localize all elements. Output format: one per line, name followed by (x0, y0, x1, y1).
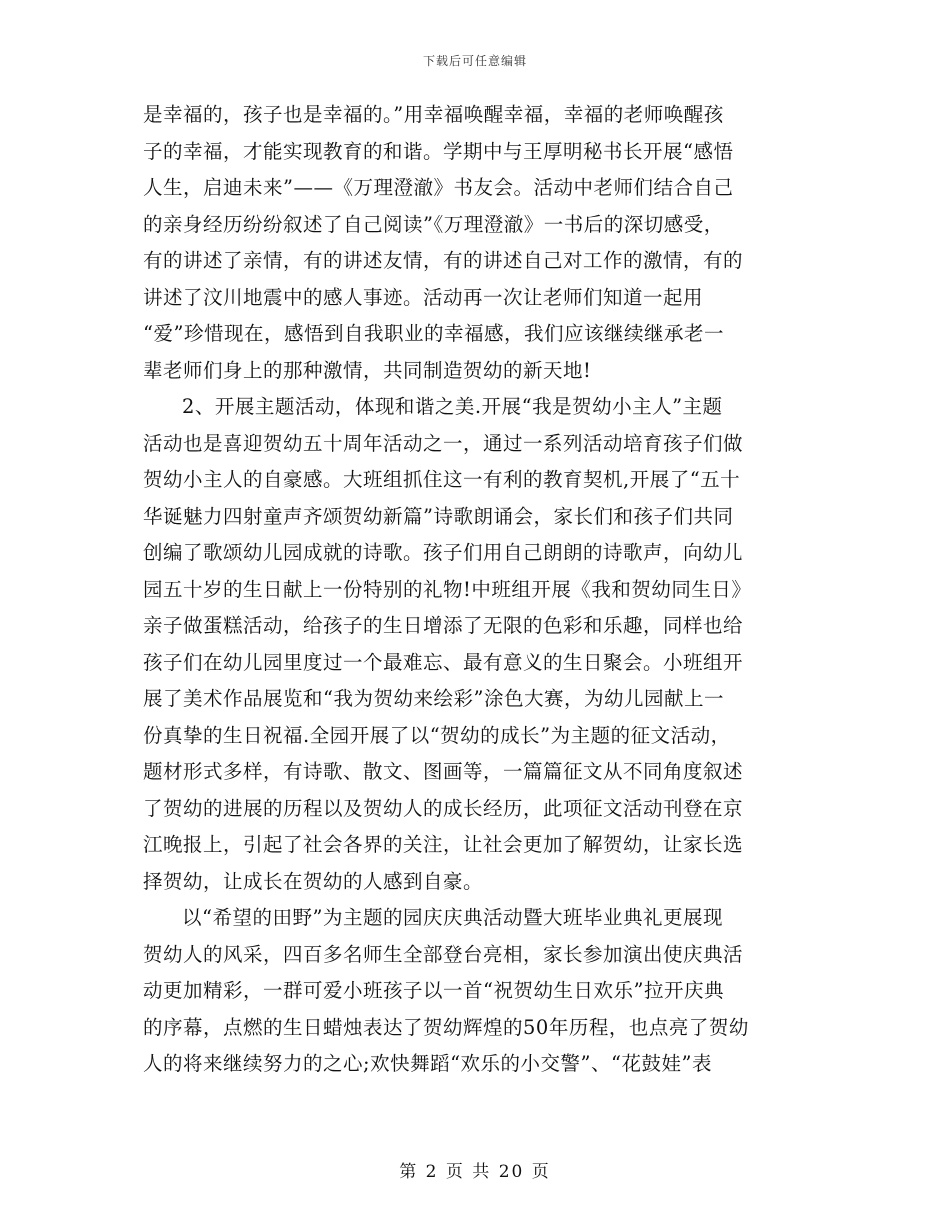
text-line: 贺幼人的风采，四百多名师生全部登台亮相，家长参加演出使庆典活 (143, 942, 744, 966)
text-line: 是幸福的，孩子也是幸福的。”用幸福唤醒幸福，幸福的老师唤醒孩 (143, 103, 724, 126)
text-line: 孩子们在幼儿园里度过一个最难忘、最有意义的生日聚会。小班组开 (143, 650, 744, 674)
text-line: 贺幼小主人的自豪感。大班组抓住这一有利的教育契机,开展了“五十 (143, 468, 741, 491)
text-line: 有的讲述了亲情，有的讲述友情，有的讲述自己对工作的激情，有的 (143, 249, 744, 272)
document-body (143, 97, 807, 1083)
text-line: 华诞魅力四射童声齐颂贺幼新篇”诗歌朗诵会，家长们和孩子们共同 (143, 504, 734, 528)
page-number: 第 2 页 共 20 页 (399, 1162, 551, 1182)
text-line: 份真挚的生日祝福.全园开展了以“贺幼的成长”为主题的征文活动， (143, 723, 731, 747)
text-line: 了贺幼的进展的历程以及贺幼人的成长经历，此项征文活动刊登在京 (143, 796, 744, 820)
text-line: 活动也是喜迎贺幼五十周年活动之一，通过一系列活动培育孩子们做 (143, 431, 744, 455)
text-line: 以“希望的田野”为主题的园庆庆典活动暨大班毕业典礼更展现 (182, 906, 723, 929)
page-header-note: 下载后可任意编辑 (422, 54, 527, 68)
text-line: 的亲身经历纷纷叙述了自己阅读”《万理澄澈》一书后的深切感受， (143, 212, 724, 236)
text-line: 辈老师们身上的那种激情，共同制造贺幼的新天地! (143, 358, 592, 382)
text-line: 创编了歌颂幼儿园成就的诗歌。孩子们用自己朗朗的诗歌声，向幼儿 (143, 541, 744, 564)
text-line: 园五十岁的生日献上一份特别的礼物!中班组开展《我和贺幼同生日》 (143, 577, 752, 601)
text-line: 展了美术作品展览和“我为贺幼来绘彩”涂色大赛，为幼儿园献上一 (143, 687, 724, 710)
text-line: 的序幕，点燃的生日蜡烛表达了贺幼辉煌的50年历程，也点亮了贺幼 (143, 1015, 749, 1039)
text-line: 江晚报上，引起了社会各界的关注，让社会更加了解贺幼，让家长选 (143, 833, 744, 856)
text-line: 人的将来继续努力的之心;欢快舞蹈“欢乐的小交警”、“花鼓娃”表 (143, 1052, 712, 1075)
text-line: 动更加精彩，一群可爱小班孩子以一首“祝贺幼生日欢乐”拉开庆典 (143, 979, 724, 1002)
text-line: 题材形式多样，有诗歌、散文、图画等，一篇篇征文从不同角度叙述 (143, 760, 744, 783)
text-line: 讲述了汶川地震中的感人事迹。活动再一次让老师们知道一起用 (143, 285, 704, 309)
text-line: 子的幸福，才能实现教育的和谐。学期中与王厚明秘书长开展“感悟 (143, 139, 734, 163)
text-line: “爱”珍惜现在，感悟到自我职业的幸福感，我们应该继续继承老一 (143, 322, 724, 345)
text-line: 亲子做蛋糕活动，给孩子的生日增添了无限的色彩和乐趣，同样也给 (143, 614, 744, 637)
text-line: 人生，启迪未来”——《万理澄澈》书友会。活动中老师们结合自己 (143, 176, 734, 199)
text-line: 择贺幼，让成长在贺幼的人感到自豪。 (143, 869, 484, 893)
text-line: 2、开展主题活动，体现和谐之美.开展“我是贺幼小主人”主题 (182, 395, 723, 418)
